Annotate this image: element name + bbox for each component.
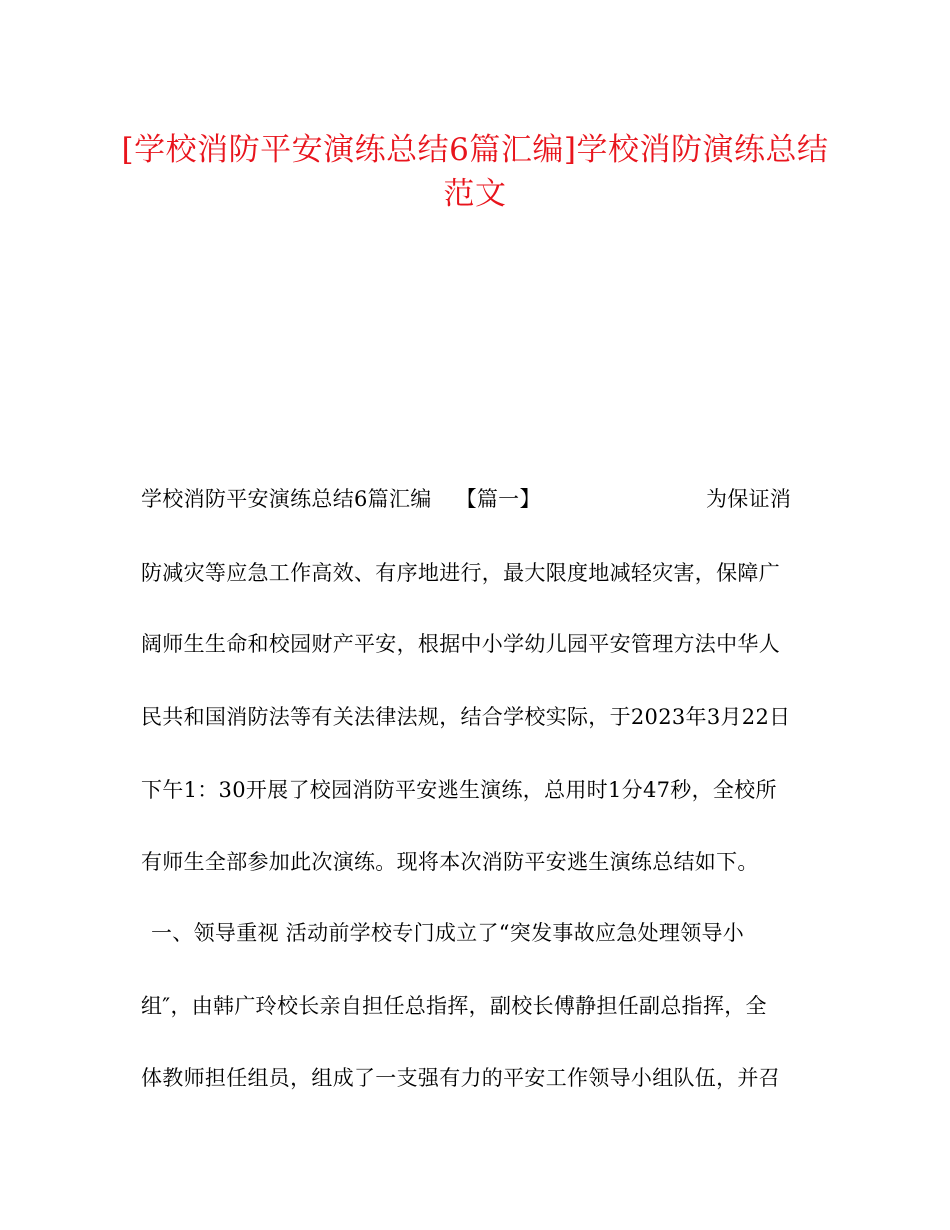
document-title-line-1: [学校消防平安演练总结6篇汇编]学校消防演练总结 [121,132,829,168]
body-line-9: 体教师担任组员，组成了一支强有力的平安工作领导小组队伍，并召 [141,1066,780,1090]
body-line-3: 阔师生生命和校园财产平安，根据中小学幼儿园平安管理方法中华人 [141,632,780,656]
body-line-5: 下午1：30开展了校园消防平安逃生演练，总用时1分47秒，全校所 [141,778,777,802]
body-line-8: 组″，由韩广玲校长亲自担任总指挥，副校长傅静担任副总指挥，全 [141,994,767,1018]
body-line-1-continuation: 为保证消 [706,487,792,511]
body-line-1 [141,484,811,514]
body-line-2: 防减灾等应急工作高效、有序地进行，最大限度地减轻灾害，保障广 [141,561,780,585]
body-line-1-heading: 学校消防平安演练总结6篇汇编 [141,487,432,511]
section-label: 【篇一】 [455,487,541,511]
body-line-6: 有师生全部参加此次演练。现将本次消防平安逃生演练总结如下。 [141,850,759,874]
body-line-7: 一、领导重视 活动前学校专门成立了“突发事故应急处理领导小 [151,921,745,945]
document-title [0,128,950,216]
body-line-4: 民共和国消防法等有关法律法规，结合学校实际，于2023年3月22日 [141,705,791,729]
document-title-line-2: 范文 [443,176,507,212]
